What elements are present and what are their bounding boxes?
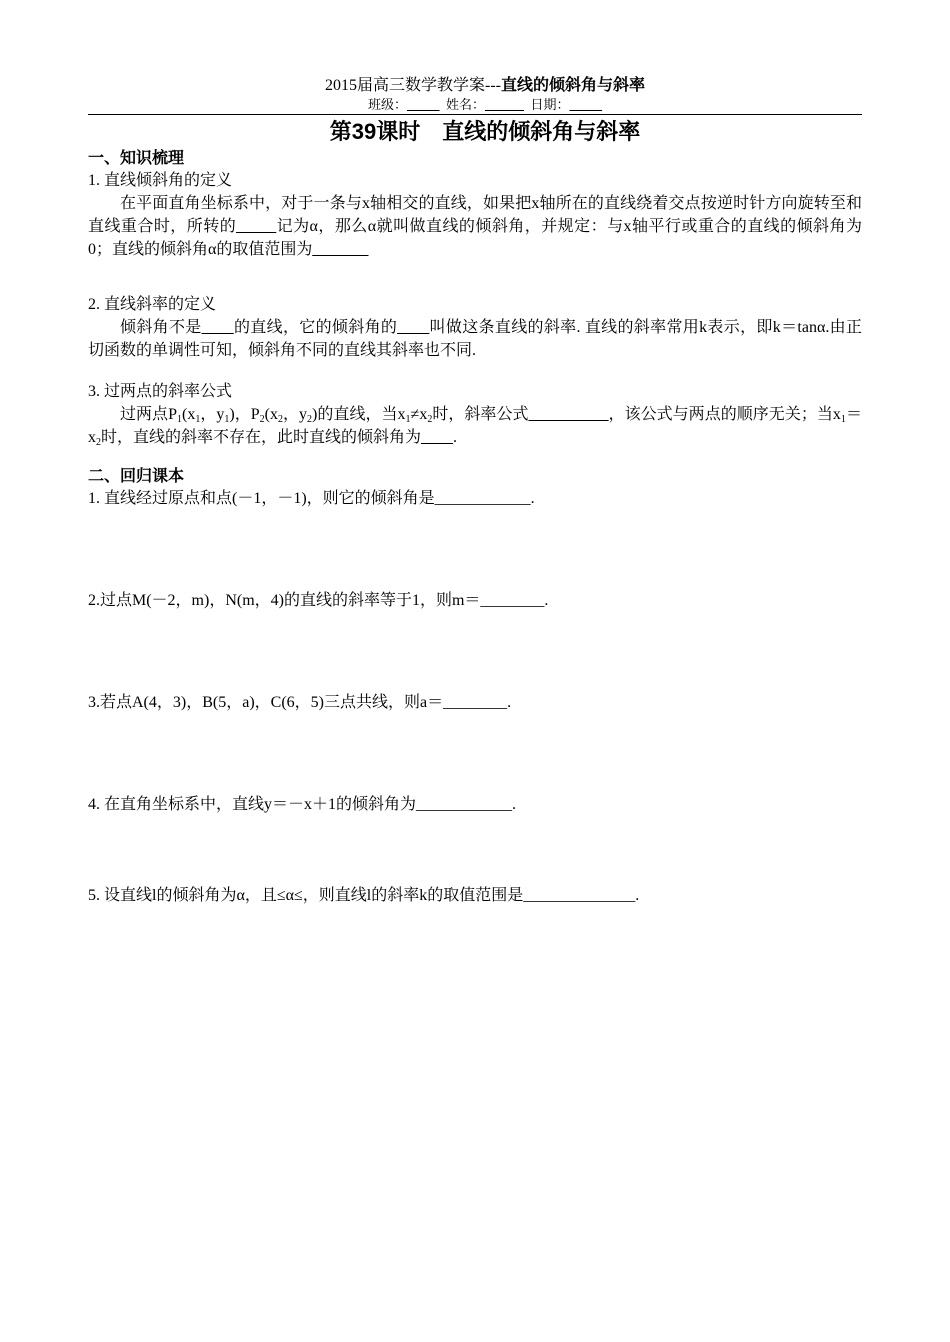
name-label: 姓名： — [445, 97, 485, 112]
subscript: 1 — [224, 414, 230, 425]
name-blank[interactable]: ______ — [485, 97, 524, 112]
subscript: 2 — [277, 414, 283, 425]
date-blank[interactable]: _____ — [569, 97, 603, 112]
item3-text: ＝x — [88, 406, 862, 446]
item1-text-b: 记为α，那么α就叫做直线的倾斜角，并规定：与x轴平行或重合的直线的倾斜角为0；直线的倾斜角α的取值范围为 — [88, 218, 862, 258]
item3-text: 时，斜率公式 — [432, 406, 529, 423]
item3-blank-a[interactable]: __________ — [528, 406, 609, 423]
item2-blank-b[interactable]: ____ — [397, 319, 430, 336]
header-line — [108, 76, 862, 96]
class-blank[interactable]: _____ — [406, 97, 440, 112]
item3-text: (x — [264, 406, 278, 423]
item3-text: 过两点P — [120, 406, 177, 423]
class-label: 班级： — [367, 97, 407, 112]
question-2: 2.过点M(－2，m)，N(m，4)的直线的斜率等于1，则m＝________. — [88, 592, 549, 609]
item3-text: 时，直线的斜率不存在，此时直线的倾斜角为 — [101, 429, 422, 446]
subscript: 1 — [405, 414, 411, 425]
item3-text: ，y — [282, 406, 308, 423]
subscript: 1 — [840, 414, 846, 425]
item2-body — [88, 316, 862, 362]
item3-body — [88, 403, 862, 449]
item3-text: )，P — [229, 406, 260, 423]
item3-text: )的直线，当x — [312, 406, 406, 423]
item2-text-c: 叫做这条直线的斜率. 直线的斜率常用k表示，即k＝tanα.由正切函数的单调性可知，倾斜角不同的直线其斜率也不同. — [88, 319, 862, 359]
question-5: 5. 设直线l的倾斜角为α，且≤α≤，则直线l的斜率k的取值范围是______________. — [88, 887, 640, 904]
question-4: 4. 在直角坐标系中，直线y＝－x＋1的倾斜角为____________. — [88, 796, 517, 813]
item3-text: ，该公式与两点的顺序无关；当x — [608, 406, 841, 423]
item3-blank-b[interactable]: ____ — [421, 429, 454, 446]
subscript: 2 — [307, 414, 313, 425]
subscript: 2 — [259, 414, 265, 425]
subscript: 1 — [195, 414, 201, 425]
header-topic: 直线的倾斜角与斜率 — [500, 77, 645, 94]
item1-text-a: 在平面直角坐标系中，对于一条与x轴相交的直线，如果把x轴所在的直线绕着交点按逆时针方向旋转至和直线重合时，所转的 — [88, 195, 862, 235]
item3-text: ≠x — [410, 406, 428, 423]
subscript: 2 — [96, 437, 101, 448]
student-info-line — [108, 96, 862, 113]
item2-title: 2. 直线斜率的定义 — [88, 296, 217, 313]
item2-blank-a[interactable]: ____ — [201, 319, 234, 336]
item1-title: 1. 直线倾斜角的定义 — [88, 172, 233, 189]
worksheet-page — [88, 76, 862, 907]
question-3: 3.若点A(4，3)，B(5，a)，C(6，5)三点共线，则a＝________. — [88, 694, 512, 711]
item3-title: 3. 过两点的斜率公式 — [88, 383, 233, 400]
lesson-title: 第39课时 直线的倾斜角与斜率 — [329, 119, 641, 144]
item1-body — [88, 192, 862, 261]
section-knowledge-heading: 一、知识梳理 — [88, 150, 185, 167]
item1-blank-b[interactable]: _______ — [312, 241, 369, 258]
item2-text-b: 的直线，它的倾斜角的 — [233, 319, 398, 336]
item3-text: . — [453, 429, 458, 446]
item1-blank-a[interactable]: _____ — [236, 218, 277, 235]
section-textbook-heading: 二、回归课本 — [88, 468, 185, 485]
subscript: 1 — [176, 414, 182, 425]
item3-text: (x — [181, 406, 196, 423]
item2-text-a: 倾斜角不是 — [120, 319, 202, 336]
item3-text: ，y — [200, 406, 225, 423]
header-prefix: 2015届高三数学教学案--- — [324, 77, 501, 94]
date-label: 日期： — [530, 97, 570, 112]
subscript: 2 — [427, 414, 433, 425]
question-1: 1. 直线经过原点和点(－1，－1)，则它的倾斜角是____________. — [88, 490, 535, 507]
